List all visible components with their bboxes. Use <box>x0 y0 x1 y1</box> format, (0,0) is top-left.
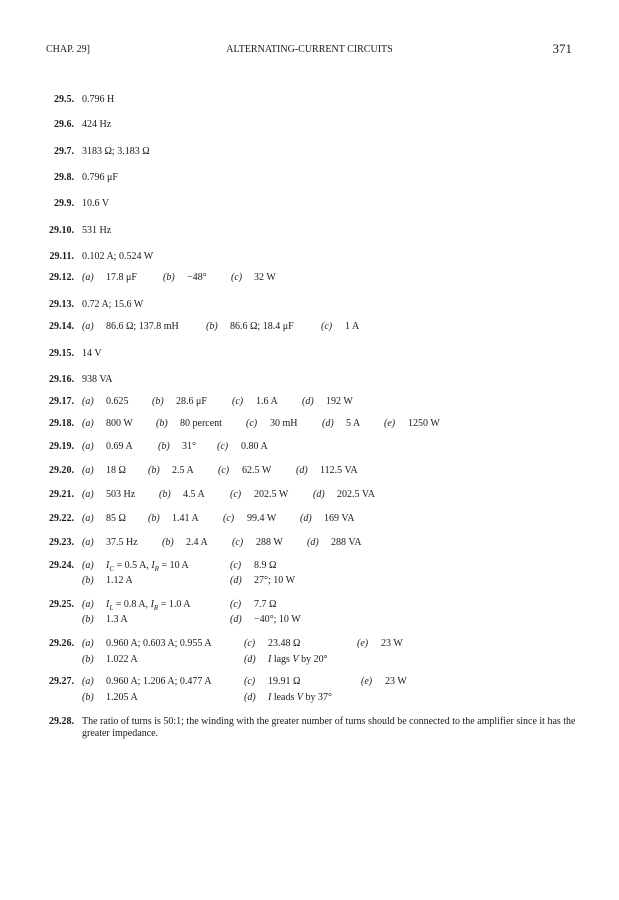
part-d-verb: leads <box>273 692 295 703</box>
part-a: 17.8 μF <box>106 272 137 283</box>
part-d: 202.5 VA <box>337 489 375 500</box>
answer-number: 29.20. <box>49 465 74 476</box>
part-c: 1.6 A <box>256 396 278 407</box>
part-c: 30 mH <box>270 418 298 429</box>
answer-text: 0.796 μF <box>82 172 118 183</box>
part-label-c: (c) <box>231 272 243 283</box>
part-label-d: (d) <box>244 654 256 665</box>
running-title: ALTERNATING-CURRENT CIRCUITS <box>226 44 393 55</box>
part-label-e: (e) <box>357 638 369 649</box>
part-label-d: (d) <box>230 614 242 625</box>
part-b: 2.5 A <box>172 465 194 476</box>
part-c: 7.7 Ω <box>254 599 277 610</box>
part-c: 62.5 W <box>242 465 272 476</box>
answer-number: 29.8. <box>54 172 74 183</box>
part-a: 0.625 <box>106 396 129 407</box>
answer-number: 29.11. <box>49 251 74 262</box>
part-label-a: (a) <box>82 599 94 610</box>
part-c: 288 W <box>256 537 283 548</box>
chapter-label: CHAP. 29] <box>46 44 90 55</box>
answer-number: 29.25. <box>49 599 74 610</box>
answer-number: 29.27. <box>49 676 74 687</box>
part-a-value: = 0.8 A, <box>115 599 149 610</box>
part-a: 800 W <box>106 418 133 429</box>
answer-number: 29.26. <box>49 638 74 649</box>
part-b: 4.5 A <box>183 489 205 500</box>
answer-number: 29.22. <box>49 513 74 524</box>
part-a: 0.69 A <box>106 441 133 452</box>
part-label-b: (b) <box>159 489 171 500</box>
part-label-b: (b) <box>162 537 174 548</box>
part-label-b: (b) <box>148 513 160 524</box>
answer-number: 29.19. <box>49 441 74 452</box>
part-d: 27°; 10 W <box>254 575 296 586</box>
part-label-a: (a) <box>82 676 94 687</box>
answer-number: 29.28. <box>49 716 74 727</box>
part-label-b: (b) <box>163 272 175 283</box>
part-label-d: (d) <box>296 465 308 476</box>
part-label-b: (b) <box>206 321 218 332</box>
part-label-d: (d) <box>244 692 256 703</box>
page-number: 371 <box>552 41 572 56</box>
part-label-a: (a) <box>82 537 94 548</box>
part-a: 37.5 Hz <box>106 537 138 548</box>
answer-number: 29.15. <box>49 348 74 359</box>
part-label-c: (c) <box>244 638 256 649</box>
part-label-c: (c) <box>218 465 230 476</box>
part-label-c: (c) <box>321 321 333 332</box>
answer-number: 29.16. <box>49 374 74 385</box>
part-b: 1.12 A <box>106 575 133 586</box>
part-label-b: (b) <box>158 441 170 452</box>
part-label-a: (a) <box>82 465 94 476</box>
part-label-a: (a) <box>82 418 94 429</box>
part-d: 169 VA <box>324 513 355 524</box>
part-label-a: (a) <box>82 441 94 452</box>
part-c: 202.5 W <box>254 489 289 500</box>
part-d: 288 VA <box>331 537 362 548</box>
part-label-c: (c) <box>246 418 258 429</box>
part-b: 1.022 A <box>106 654 138 665</box>
part-a: 0.960 A; 1.206 A; 0.477 A <box>106 676 212 687</box>
part-label-c: (c) <box>217 441 229 452</box>
answer-text: 10.6 V <box>82 198 110 209</box>
answer-text: 3183 Ω; 3.183 Ω <box>82 146 150 157</box>
part-d-angle: by 37° <box>305 692 332 703</box>
part-a: $I_C = 0.5$ A, $I_R = 10$ A <box>106 560 189 573</box>
part-a: 0.960 A; 0.603 A; 0.955 A <box>106 638 212 649</box>
part-label-d: (d) <box>307 537 319 548</box>
part-label-a: (a) <box>82 513 94 524</box>
part-d: −40°; 10 W <box>254 614 301 625</box>
part-c: 23.48 Ω <box>268 638 301 649</box>
part-label-a: (a) <box>82 489 94 500</box>
answer-number: 29.5. <box>54 94 74 105</box>
part-label-d: (d) <box>302 396 314 407</box>
answer-number: 29.9. <box>54 198 74 209</box>
part-label-b: (b) <box>82 614 94 625</box>
part-c: 8.9 Ω <box>254 560 277 571</box>
part-b: −48° <box>187 272 207 283</box>
part-c: 1 A <box>345 321 360 332</box>
answer-text: 0.72 A; 15.6 W <box>82 299 144 310</box>
part-label-a: (a) <box>82 272 94 283</box>
part-label-c: (c) <box>230 599 242 610</box>
answer-text: 424 Hz <box>82 119 112 130</box>
answer-text: 0.102 A; 0.524 W <box>82 251 154 262</box>
part-label-d: (d) <box>322 418 334 429</box>
part-a-value: = 0.5 A, <box>116 560 149 571</box>
part-e: 23 W <box>385 676 407 687</box>
part-a-value-2: = 1.0 A <box>160 599 191 610</box>
part-label-b: (b) <box>148 465 160 476</box>
answer-number: 29.7. <box>54 146 74 157</box>
answer-text: 938 VA <box>82 374 113 385</box>
part-a: $I_L = 0.8$ A, $I_R = 1.0$ A <box>106 599 191 612</box>
part-label-b: (b) <box>82 654 94 665</box>
part-label-c: (c) <box>223 513 235 524</box>
part-e: 1250 W <box>408 418 440 429</box>
part-b: 28.6 μF <box>176 396 207 407</box>
part-d-angle: by 20° <box>301 654 328 665</box>
answer-number: 29.13. <box>49 299 74 310</box>
part-b: 1.3 A <box>106 614 128 625</box>
part-e: 23 W <box>381 638 403 649</box>
answer-text: 14 V <box>82 348 102 359</box>
part-b: 31° <box>182 441 196 452</box>
part-label-d: (d) <box>300 513 312 524</box>
part-label-d: (d) <box>313 489 325 500</box>
answer-29-28-text: The ratio of turns is 50:1; the winding with the greater number of turns should be connected to the amplifier since it has the greater impedance. <box>82 716 576 739</box>
part-c: 32 W <box>254 272 276 283</box>
part-label-b: (b) <box>82 692 94 703</box>
answer-number: 29.21. <box>49 489 74 500</box>
answer-number: 29.17. <box>49 396 74 407</box>
part-label-b: (b) <box>156 418 168 429</box>
part-b: 80 percent <box>180 418 222 429</box>
part-label-c: (c) <box>232 537 244 548</box>
part-label-a: (a) <box>82 321 94 332</box>
part-label-d: (d) <box>230 575 242 586</box>
part-b: 2.4 A <box>186 537 208 548</box>
part-a: 18 Ω <box>106 465 126 476</box>
part-a-value-2: = 10 A <box>161 560 189 571</box>
part-a: 503 Hz <box>106 489 136 500</box>
part-label-c: (c) <box>230 560 242 571</box>
part-label-c: (c) <box>230 489 242 500</box>
part-label-c: (c) <box>244 676 256 687</box>
part-b: 1.41 A <box>172 513 199 524</box>
answer-number: 29.6. <box>54 119 74 130</box>
part-a: 85 Ω <box>106 513 126 524</box>
part-d: I lags V by 20° <box>268 654 328 665</box>
part-c: 0.80 A <box>241 441 268 452</box>
part-d: 112.5 VA <box>320 465 358 476</box>
answer-number: 29.24. <box>49 560 74 571</box>
answer-number: 29.18. <box>49 418 74 429</box>
part-d: 192 W <box>326 396 353 407</box>
answer-number: 29.10. <box>49 225 74 236</box>
part-label-a: (a) <box>82 396 94 407</box>
part-label-a: (a) <box>82 560 94 571</box>
part-b: 1.205 A <box>106 692 138 703</box>
part-b: 86.6 Ω; 18.4 μF <box>230 321 294 332</box>
part-label-a: (a) <box>82 638 94 649</box>
part-c: 99.4 W <box>247 513 277 524</box>
answer-number: 29.12. <box>49 272 74 283</box>
part-label-e: (e) <box>384 418 396 429</box>
part-label-e: (e) <box>361 676 373 687</box>
answer-number: 29.14. <box>49 321 74 332</box>
part-label-b: (b) <box>82 575 94 586</box>
answer-text: 0.796 H <box>82 94 115 105</box>
part-d: I leads V by 37° <box>268 692 332 703</box>
part-d-verb: lags <box>273 654 290 665</box>
part-d: 5 A <box>346 418 361 429</box>
part-c: 19.91 Ω <box>268 676 301 687</box>
part-label-c: (c) <box>232 396 244 407</box>
part-label-b: (b) <box>152 396 164 407</box>
answer-number: 29.23. <box>49 537 74 548</box>
answer-text: 531 Hz <box>82 225 112 236</box>
part-a: 86.6 Ω; 137.8 mH <box>106 321 179 332</box>
